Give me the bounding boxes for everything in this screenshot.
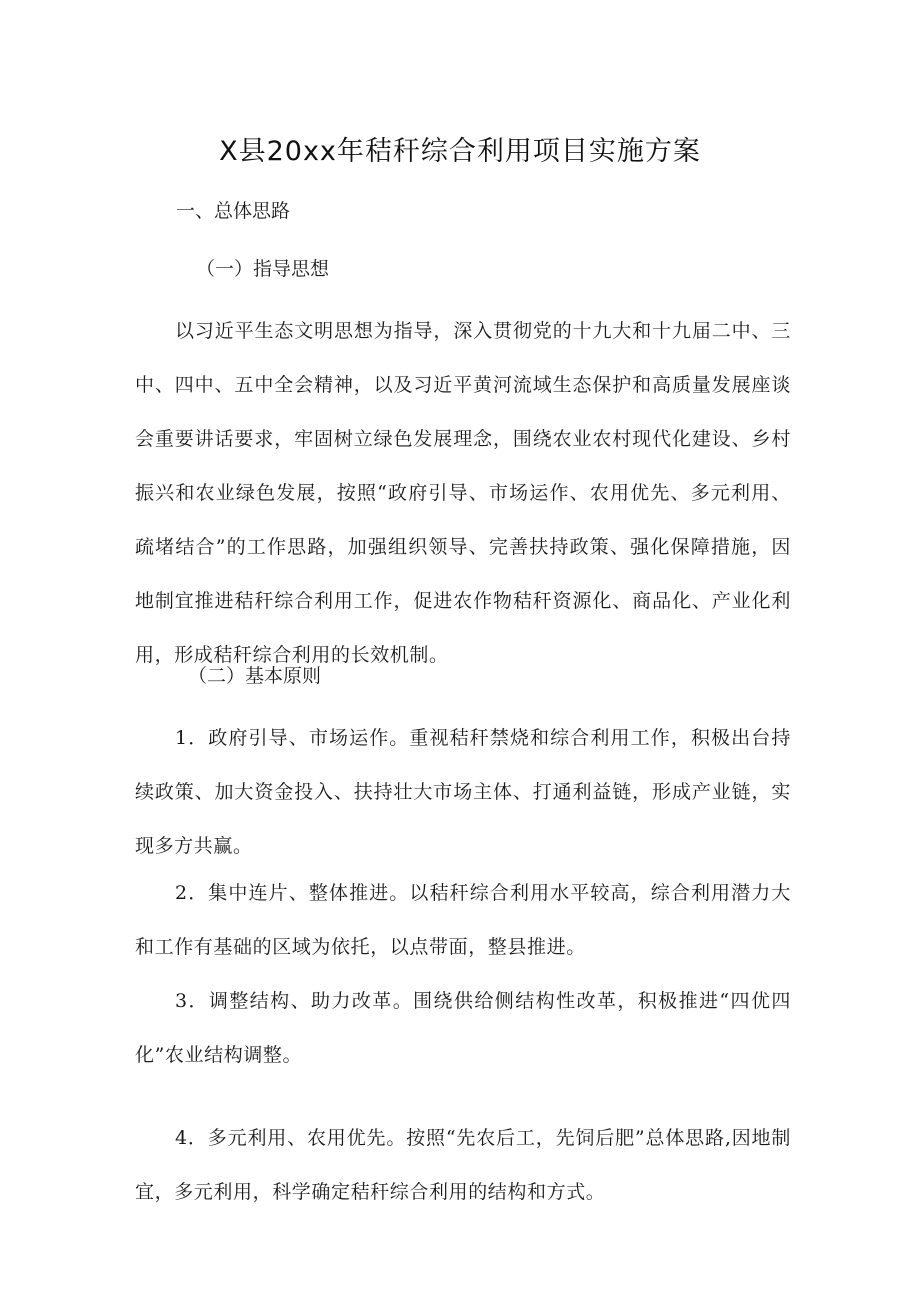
principle-paragraph-4: 4．多元利用、农用优先。按照“先农后工，先饲后肥”总体思路,因地制宜，多元利用，科学确定秸秆综合利用的结构和方式。 — [135, 1127, 791, 1203]
principle-paragraph-3: 3．调整结构、助力改革。围绕供给侧结构性改革，积极推进“四优四化”农业结构调整。 — [135, 990, 791, 1066]
subsection-heading-guiding-ideology: （一）指导思想 — [196, 258, 330, 280]
section-heading-overall-approach: 一、总体思路 — [176, 200, 291, 222]
guiding-ideology-paragraph: 以习近平生态文明思想为指导，深入贯彻党的十九大和十九届二中、三中、四中、五中全会精神，以及习近平黄河流域生态保护和高质量发展座谈会重要讲话要求，牢固树立绿色发展理念，围绕农业农村现代化建设、乡村振兴和农业绿色发展，按照“政府引导、市场运作、农用优先、多元利用、疏堵结合”的工作思路，加强组织领导、完善扶持政策、强化保障措施，因地制宜推进秸秆综合利用工作，促进农作物秸秆资源化、商品化、产业化利用，形成秸秆综合利用的长效机制。 — [135, 320, 791, 666]
principle-paragraph-1: 1．政府引导、市场运作。重视秸秆禁烧和综合利用工作，积极出台持续政策、加大资金投入、扶持壮大市场主体、打通利益链，形成产业链，实现多方共赢。 — [135, 727, 791, 857]
document-title: X县20xx年秸秆综合利用项目实施方案 — [219, 136, 701, 167]
subsection-heading-basic-principles: （二）基本原则 — [188, 665, 322, 687]
principle-paragraph-2: 2．集中连片、整体推进。以秸秆综合利用水平较高，综合利用潜力大和工作有基础的区域为依托，以点带面，整县推进。 — [135, 882, 791, 958]
